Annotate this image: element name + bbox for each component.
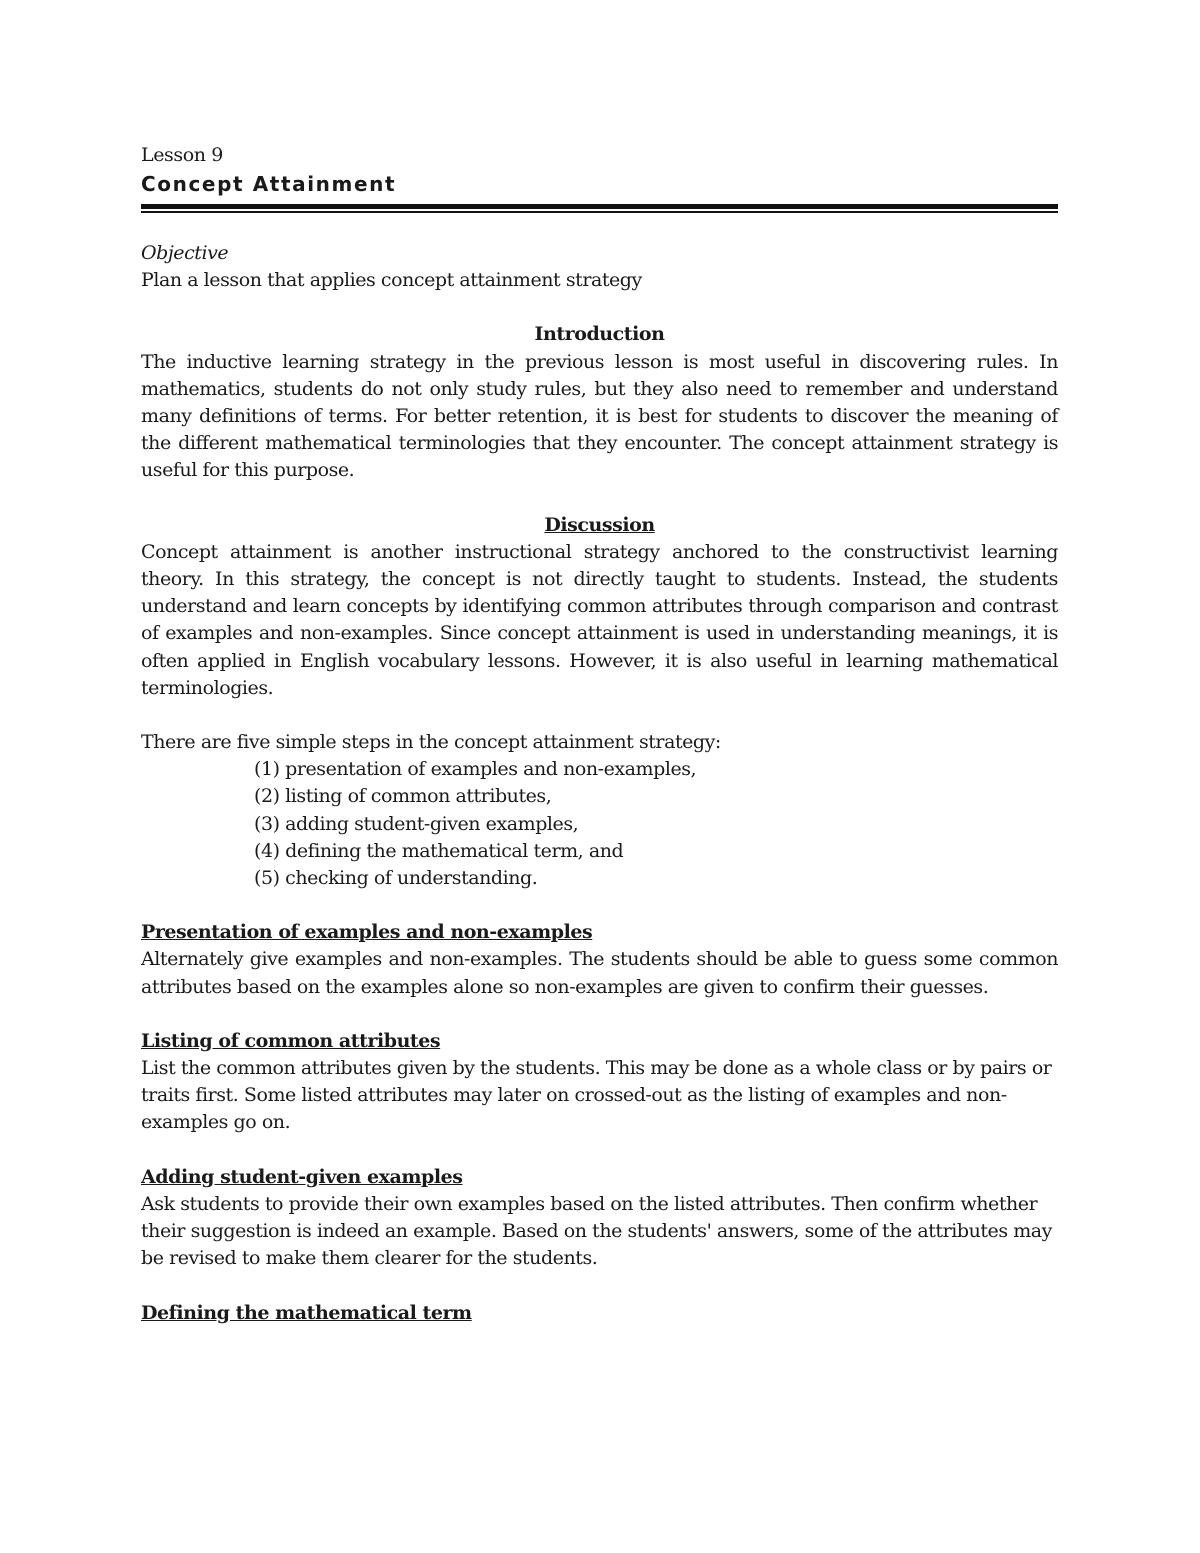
section-text-adding: Ask students to provide their own examples based on the listed attributes. Then confirm whether their suggestion is indeed an example. Based on the students' answers, some of the attributes may be revised to make them clearer for the students.	[141, 1192, 1052, 1270]
step-item: (3) adding student-given examples,	[254, 812, 579, 835]
document-page	[141, 140, 1058, 1327]
section-heading-listing: Listing of common attributes	[141, 1029, 441, 1052]
step-item: (1) presentation of examples and non-examples,	[254, 758, 697, 781]
discussion-heading: Discussion	[544, 513, 655, 536]
step-item: (2) listing of common attributes,	[254, 785, 552, 808]
discussion-text: Concept attainment is another instructional strategy anchored to the constructivist learning theory. In this strategy, the concept is not directly taught to students. Instead, the students understand and learn concepts by identifying common attributes through comparison and contrast of examples and non-examples. Since concept attainment is used in understanding meanings, it is often applied in English vocabulary lessons. However, it is also useful in learning mathematical terminologies.	[141, 540, 1058, 699]
step-item: (4) defining the mathematical term, and	[254, 839, 624, 862]
introduction-heading: Introduction	[534, 323, 665, 346]
step-item: (5) checking of understanding.	[254, 867, 538, 890]
title-rule-thick	[141, 204, 1058, 209]
section-heading-adding: Adding student-given examples	[141, 1165, 463, 1188]
objective-text: Plan a lesson that applies concept attainment strategy	[141, 269, 642, 292]
lesson-number: Lesson 9	[141, 144, 223, 166]
steps-intro: There are five simple steps in the concept attainment strategy:	[141, 731, 721, 754]
section-text-listing: List the common attributes given by the students. This may be done as a whole class or by pairs or traits first. Some listed attributes may later on crossed-out as the listing of examples and non-examples go on.	[141, 1057, 1052, 1134]
lesson-title: Concept Attainment	[141, 172, 397, 196]
title-double-rule	[141, 204, 1058, 214]
steps-list	[141, 756, 1058, 892]
section-text-presentation: Alternately give examples and non-examples. The students should be able to guess some common attributes based on the examples alone so non-examples are given to confirm their guesses.	[141, 948, 1058, 998]
section-heading-presentation: Presentation of examples and non-examples	[141, 921, 593, 944]
section-heading-defining: Defining the mathematical term	[141, 1301, 472, 1324]
title-rule-thin	[141, 211, 1058, 213]
introduction-text: The inductive learning strategy in the previous lesson is most useful in discovering rules. In mathematics, students do not only study rules, but they also need to remember and understand many definitions of terms. For better retention, it is best for students to discover the meaning of the different mathematical terminologies that they encounter. The concept attainment strategy is useful for this purpose.	[141, 350, 1058, 482]
objective-label: Objective	[141, 242, 229, 264]
